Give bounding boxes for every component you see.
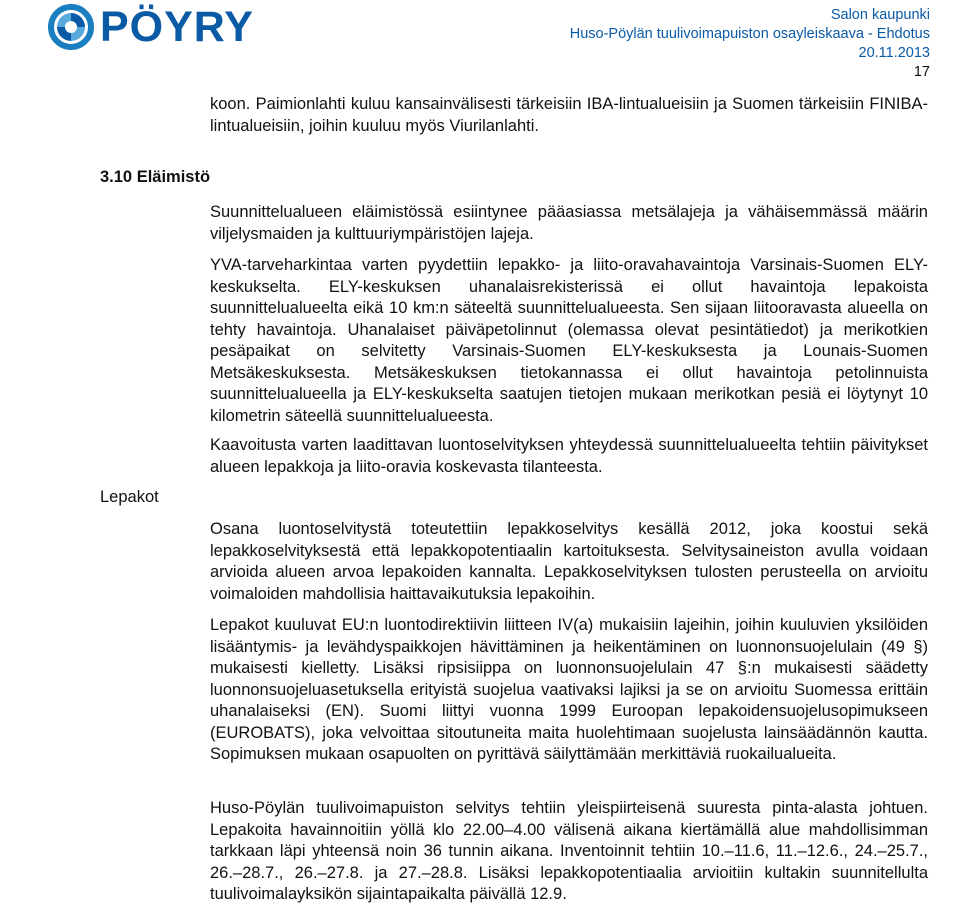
paragraph: Huso-Pöylän tuulivoimapuiston selvitys tehtiin yleispiirteisenä suuresta pinta-alasta johtuen. Lepakoita havainnoitiin yöllä klo 22.00–4.00 välisenä aikana kiertämällä alue mahdollisimman tarkkaan läpi yhteensä noin 36 tunnin aikana. Inventoinnit tehtiin 10.–11.6, 11.–12.6., 24.–25.7., 26.–28.7., 26.–27.8. ja 27.–28.8. Lisäksi lepakkopotentiaalia arvioitiin kultakin suunnitellulta tuulivoimalayksikön sijaintapaikalta päivällä 12.9.: [210, 799, 928, 903]
paragraph: Kaavoitusta varten laadittavan luontoselvityksen yhteydessä suunnittelualueelta tehtiin päivitykset alueen lepakkoja ja liito-oravia koskevasta tilanteesta.: [210, 436, 928, 476]
paragraph-block-6: [210, 798, 928, 906]
poyry-logo-mark-icon: [48, 4, 94, 50]
client-name: Salon kaupunki: [830, 7, 930, 23]
paragraph-block-2: [210, 255, 928, 427]
project-title: Huso-Pöylän tuulivoimapuiston osayleiskaava - Ehdotus: [569, 26, 930, 42]
logo-wordmark: PÖYRY: [100, 3, 254, 51]
paragraph-block-5: [210, 615, 928, 766]
document-date: 20.11.2013: [858, 45, 930, 61]
page-header: [0, 0, 960, 80]
paragraph: Lepakot kuuluvat EU:n luontodirektiivin liitteen IV(a) mukaisiin lajeihin, joihin kuuluvien yksilöiden lisääntymis- ja levähdyspaikkojen hävittäminen ja heikentäminen on luonnonsuojelulain (49 §) mukaisesti kielletty. Lisäksi ripsisiippa on luonnonsuojelulain 47 §:n mukaisesti säädetty luonnonsuojeluasetuksella erityistä suojelua vaativaksi lajiksi ja se on arvioitu Suomessa erittäin uhanalaiseksi (EN). Suomi liittyi vuonna 1999 Euroopan lepakoidensuojelusopimukseen (EUROBATS), joka velvoittaa sitoutuneita maita huolehtimaan suojelusta lainsäädännön kautta. Sopimuksen mukaan osapuolten on pyrittävä säilyttämään merkittäviä ruokailualueita.: [210, 616, 928, 763]
paragraph: YVA-tarveharkintaa varten pyydettiin lepakko- ja liito-oravahavaintoja Varsinais-Suomen ELY-keskukselta. ELY-keskuksen uhanalaisrekisterissä ei ollut havaintoja lepakoista suunnittelualueelta eikä 10 km:n säteeltä suunnittelualueesta. Sen sijaan liitooravasta alueella on tehty havaintoja. Uhanalaiset päiväpetolinnut (olemassa olevat pesintätiedot) ja merikotkien pesäpaikat on selvitetty Varsinais-Suomen ELY-keskuksesta ja Lounais-Suomen Metsäkeskuksesta. Metsäkeskuksen tietokannassa ei ollut havaintoja petolinnuista suunnittelualueella ja ELY-keskukselta saatujen tietojen mukaan merikotkan pesiä ei löytynyt 10 kilometrin säteellä suunnittelualueesta.: [210, 256, 928, 425]
page-number: 17: [913, 64, 930, 80]
section-heading: 3.10 Eläimistö: [100, 168, 211, 186]
header-info: [570, 6, 930, 82]
paragraph-block-3: [210, 435, 928, 478]
paragraph: Suunnittelualueen eläimistössä esiintynee pääasiassa metsälajeja ja vähäisemmässä määrin viljelysmaiden ja kulttuuriympäristöjen lajeja.: [210, 203, 928, 243]
side-label-lepakot: Lepakot: [100, 488, 159, 506]
poyry-logo: [48, 4, 254, 50]
paragraph-block-4: [210, 519, 928, 605]
intro-block: [210, 94, 928, 137]
paragraph-block-1: [210, 202, 928, 245]
intro-paragraph: koon. Paimionlahti kuluu kansainvälisesti tärkeisiin IBA-lintualueisiin ja Suomen tärkeisiin FINIBA-lintualueisiin, joihin kuuluu myös Viurilanlahti.: [210, 95, 928, 135]
paragraph: Osana luontoselvitystä toteutettiin lepakkoselvitys kesällä 2012, joka koostui sekä lepakkoselvityksestä että lepakkopotentiaalin kartoituksesta. Selvitysaineiston avulla voidaan arvioida alueen arvoa lepakoiden kannalta. Lepakkoselvityksen tulosten perusteella on arvioitu voimaloiden mahdollisia haittavaikutuksia lepakoihin.: [210, 520, 928, 603]
